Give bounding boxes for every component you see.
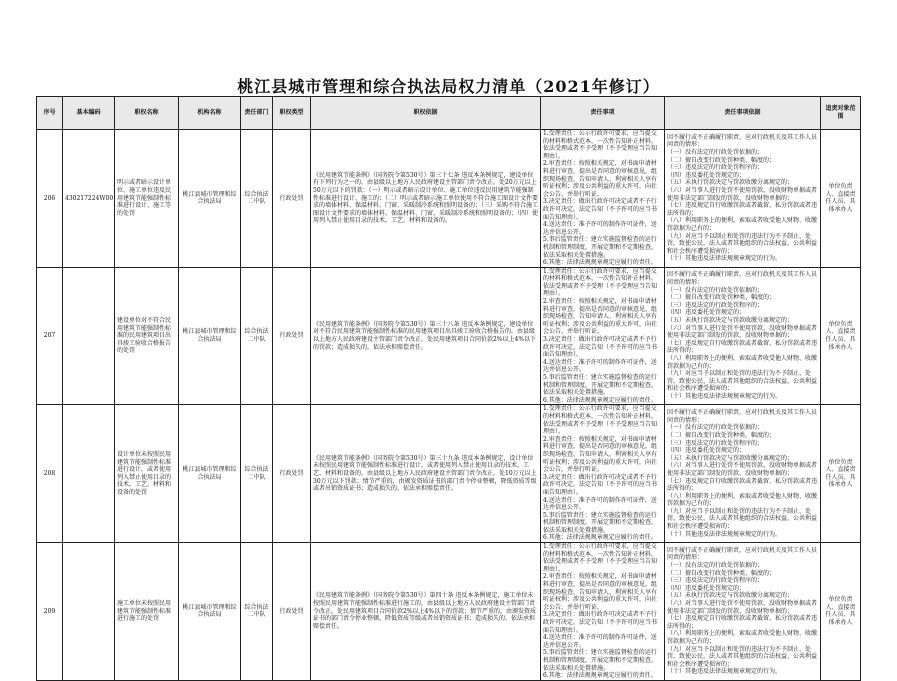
duty-item: 4.送达责任：准予许可的制作许可证件，送达并信息公开。 (543, 358, 657, 374)
cell-seq: 208 (37, 405, 63, 543)
duty-item: 1.受理责任：公示行政许可要求，应当提交的材料和格式范本，一次性告知补正材料，依法受理或者不予受理（不予受理应当告知理由）。 (543, 267, 658, 298)
cell-dept: 综合执法二中队 (241, 267, 273, 405)
cell-duty (541, 130, 665, 268)
power-list-table (36, 96, 861, 681)
duty-basis-item: （四）违反委托处罚规定的； (667, 584, 746, 592)
table-row (37, 267, 861, 405)
duty-basis-item: （十）其他违反法律法规规章规定的行为。 (667, 530, 782, 538)
cell-code: 430217224W00 (63, 130, 115, 268)
duty-item: 2.审查责任：按照相关规定，对书面申请材料进行审查，提出是否同意的审核意见，组织现场检查，告知申请人、利害相关人享有听证权利；涉及公共利益的重大许可，向社会公告，并举行听证。 (543, 160, 658, 198)
duty-basis-item: （八）利用职务上的便利，索取或者收受他人财物、收缴罚款据为己有的； (667, 217, 818, 232)
duty-basis-item: （五）未执行罚款决定与罚款收缴分离规定的； (667, 592, 794, 600)
duty-basis-item: （八）利用职务上的便利，索取或者收受他人财物、收缴罚款据为己有的； (667, 355, 818, 370)
cell-type: 行政处罚 (273, 405, 311, 543)
cell-duty-basis (665, 130, 821, 268)
cell-duty-basis (665, 405, 821, 543)
duty-basis-item: （十）其他违反法律法规规章规定的行为。 (667, 255, 782, 263)
cell-seq: 207 (37, 267, 63, 405)
duty-basis-item: （二）擅自改变行政处罚种类、幅度的； (667, 431, 776, 439)
cell-dept: 综合执法二中队 (241, 130, 273, 268)
duty-basis-item: （七）违反规定自行收缴罚款或者截留、私分罚款或者违法所得的； (667, 202, 818, 217)
cell-type: 行政处罚 (273, 267, 311, 405)
cell-code (63, 543, 115, 681)
duty-basis-item: （六）对当事人进行处罚不使用罚款、没收财物单据或者使用非法定部门制发的罚款、没收财物单据的； (667, 324, 818, 340)
cell-code (63, 405, 115, 543)
table-row (37, 543, 861, 681)
duty-basis-item: （一）没有法定的行政处罚依据的； (667, 286, 764, 294)
duty-basis-item: （九）对应当予以制止和处罚的违法行为不予制止、处罚，致使公民、法人或者其他组织的合法权益、公共利益和社会秩序遭受损害的； (667, 370, 818, 393)
cell-scope: 单位负责人、直接责任人员、具体承办人 (821, 267, 861, 405)
duty-item: 6.其他：法律法规规章规定应履行的责任。 (543, 396, 657, 404)
cell-scope: 单位负责人、直接责任人员、具体承办人 (821, 543, 861, 681)
duty-basis-item: （六）对当事人进行处罚不使用罚款、没收财物单据或者使用非法定部门制发的罚款、没收财物单据的； (667, 186, 818, 202)
header-seq: 序号 (37, 97, 63, 130)
duty-item: 5.事后监管责任：建立实施监督检查的运行机制和管理制度，开展定期和不定期检查，依法采取相关处置措施。 (543, 649, 658, 672)
table-row (37, 130, 861, 268)
duty-item: 1.受理责任：公示行政许可要求，应当提交的材料和格式范本，一次性告知补正材料，依法受理或者不予受理（不予受理应当告知理由）。 (543, 405, 658, 436)
duty-item: 5.事后监管责任：建立实施监督检查的运行机制和管理制度，开展定期和不定期检查，依法采取相关处置措施。 (543, 374, 658, 397)
table-row (37, 405, 861, 543)
duty-basis-item: （十）其他违反法律法规规章规定的行为。 (667, 668, 782, 676)
cell-dept: 综合执法二中队 (241, 405, 273, 543)
duty-basis-item: （九）对应当予以制止和处罚的违法行为不予制止、处罚，致使公民、法人或者其他组织的合法权益、公共利益和社会秩序遭受损害的； (667, 507, 818, 531)
duty-basis-item: （八）利用职务上的便利，索取或者收受他人财物、收缴罚款据为己有的； (667, 492, 818, 508)
duty-item: 5.事后监管责任：建立实施监督检查的运行机制和管理制度，开展定期和不定期检查，依法采取相关处置措施。 (543, 511, 658, 534)
duty-item: 1.受理责任：公示行政许可要求，应当提交的材料和格式范本，一次性告知补正材料，依法受理或者不予受理（不予受理应当告知理由）。 (543, 543, 658, 573)
duty-item: 4.送达责任：准予许可的制作许可证件，送达并信息公开。 (543, 221, 657, 236)
duty-item: 3.决定责任：做出行政许可决定或者不予行政许可决定，法定告知（不予许可的应当书面告知理由）。 (543, 473, 658, 496)
header-duty-basis: 责任事项依据 (665, 97, 821, 130)
duty-item: 4.送达责任：准予许可的制作许可证件，送达并信息公开。 (543, 496, 657, 512)
duty-basis-item: （二）擅自改变行政处罚种类、幅度的； (667, 294, 776, 302)
duty-basis-item: （七）违反规定自行收缴罚款或者截留、私分罚款或者违法所得的； (667, 615, 818, 630)
duty-basis-item: （五）未执行罚款决定与罚款收缴分离规定的； (667, 454, 794, 462)
duty-basis-item: （九）对应当予以制止和处罚的违法行为不予制止、处罚，致使公民、法人或者其他组织的合法权益、公共利益和社会秩序遭受损害的； (667, 232, 818, 255)
duty-basis-item: 因不履行或不正确履行职责，应对行政机关及其工作人员问责的情形： (667, 409, 818, 424)
cell-duty-basis (665, 267, 821, 405)
cell-name: 施工单位未按照民用建筑节能强制性标准进行施工的处罚 (115, 543, 179, 681)
duty-item: 2.审查责任：按照相关规定，对书面申请材料进行审查，提出是否同意的审核意见，组织现场检查，告知申请人、利害相关人享有听证权利；涉及公共利益的重大许可，向社会公告，并举行听证。 (543, 435, 658, 474)
header-row (37, 97, 861, 130)
duty-basis-item: （一）没有法定的行政处罚依据的； (667, 562, 764, 570)
duty-basis-item: （四）违反委托处罚规定的； (667, 309, 746, 317)
duty-basis-item: 因不履行或不正确履行职责，应对行政机关及其工作人员问责的情形： (667, 546, 818, 562)
duty-basis-item: （三）违反法定的行政处罚程序的； (667, 301, 764, 309)
duty-item: 5.事后监管责任：建立实施监督检查的运行机制和管理制度，开展定期和不定期检查，依法采取相关处置措施。 (543, 236, 658, 259)
cell-basis: 《民用建筑节能条例》（国务院令第530号）第三十八条 违反本条例规定，建设单位对不符合民用建筑节能强制性标准的民用建筑项目出具竣工验收合格报告的，由县级以上地方人民政府建设主管部门责令改正，处民用建筑项目合同价款2%以上4%以下的罚款；造成损失的，依法承担赔偿责任。 (311, 267, 541, 405)
duty-basis-item: （四）违反委托处罚规定的； (667, 447, 746, 455)
duty-basis-item: （六）对当事人进行处罚不使用罚款、没收财物单据或者使用非法定部门制发的罚款、没收财物单据的； (667, 600, 818, 615)
cell-org: 桃江县城市管理和综合执法局 (179, 130, 241, 268)
duty-basis-item: （一）没有法定的行政处罚依据的； (667, 424, 764, 432)
cell-type: 行政处罚 (273, 130, 311, 268)
cell-name: 明示或者暗示设计单位、施工单位违反民用建筑节能强制性标准进行设计、施工等的处罚 (115, 130, 179, 268)
duty-item: 2.审查责任：按照相关规定，对书面申请材料进行审查，提出是否同意的审核意见，组织现场检查，告知申请人、利害相关人享有听证权利；涉及公共利益的重大许可，向社会公告，并举行听证。 (543, 298, 658, 336)
duty-basis-item: （一）没有法定的行政处罚依据的； (667, 148, 764, 156)
cell-duty (541, 405, 665, 543)
duty-basis-item: （五）未执行罚款决定与罚款收缴分离规定的； (667, 179, 794, 187)
cell-name: 建设单位对不符合民用建筑节能强制性标准的民用建筑项目出具竣工验收合格报告的处罚 (115, 267, 179, 405)
header-type: 职权类型 (273, 97, 311, 130)
duty-basis-item: （二）擅自改变行政处罚种类、幅度的； (667, 156, 776, 164)
cell-seq: 206 (37, 130, 63, 268)
header-duty: 责任事项 (541, 97, 665, 130)
cell-scope: 单位负责人、直接责任人员、具体承办人 (821, 405, 861, 543)
duty-item: 3.决定责任：做出行政许可决定或者不予行政许可决定，法定告知（不予许可的应当书面告知理由）。 (543, 198, 658, 221)
duty-item: 3.决定责任：做出行政许可决定或者不予行政许可决定，法定告知（不予许可的应当书面告知理由）。 (543, 336, 658, 359)
page-title: 桃江县城市管理和综合执法局权力清单（2021年修订） (237, 77, 660, 96)
cell-name: 设计单位未按照民用建筑节能强制性标准进行设计，或者使用列入禁止使用目录的技术、工艺、材料和设备的处罚 (115, 405, 179, 543)
duty-item: 6.其他：法律法规规章规定应履行的责任。 (543, 534, 657, 542)
cell-basis: 《民用建筑节能条例》（国务院令第530号）第三十七条 违反本条例规定，建设单位有下列行为之一的，由县级以上地方人民政府建设主管部门责令改正，处20万元以上50万元以下的罚款：（一）明示或者暗示设计单位、施工单位违反民用建筑节能强制性标准进行设计、施工的；（二）明示或者暗示施工单位使用不符合施工图设计文件要求的墙体材料、保温材料、门窗、采暖制冷系统和照明设备的；（三）采购不符合施工图设计文件要求的墙体材料、保温材料、门窗、采暖制冷系统和照明设备的；（四）使用列入禁止使用目录的技术、工艺、材料和设备的。 (311, 130, 541, 268)
duty-basis-item: （二）擅自改变行政处罚种类、幅度的； (667, 569, 776, 577)
duty-basis-item: （三）违反法定的行政处罚程序的； (667, 439, 764, 447)
duty-basis-item: （三）违反法定的行政处罚程序的； (667, 164, 764, 172)
header-org: 机构名称 (179, 97, 241, 130)
duty-basis-item: 因不履行或不正确履行职责，应对行政机关及其工作人员问责的情形： (667, 271, 818, 287)
duty-basis-item: （十）其他违反法律法规规章规定的行为。 (667, 392, 782, 400)
header-scope: 追责对象范围 (821, 97, 861, 130)
cell-scope: 单位负责人、直接责任人员、具体承办人 (821, 130, 861, 268)
duty-item: 2.审查责任：按照相关规定，对书面申请材料进行审查，提出是否同意的审核意见，组织现场检查，告知申请人、利害相关人享有听证权利；涉及公共利益的重大许可，向社会公告，并举行听证。 (543, 573, 658, 611)
cell-code (63, 267, 115, 405)
duty-basis-item: （八）利用职务上的便利，索取或者收受他人财物、收缴罚款据为己有的； (667, 630, 818, 645)
duty-basis-item: （三）违反法定的行政处罚程序的； (667, 577, 764, 585)
cell-type: 行政处罚 (273, 543, 311, 681)
duty-basis-item: （六）对当事人进行处罚不使用罚款、没收财物单据或者使用非法定部门制发的罚款、没收财物单据的； (667, 462, 818, 477)
cell-duty (541, 543, 665, 681)
duty-item: 4.送达责任：准予许可的制作许可证件，送达并信息公开。 (543, 634, 657, 649)
cell-org: 桃江县城市管理和综合执法局 (179, 543, 241, 681)
cell-dept: 综合执法二中队 (241, 543, 273, 681)
duty-basis-item: （七）违反规定自行收缴罚款或者截留、私分罚款或者违法所得的； (667, 339, 818, 355)
duty-basis-item: （五）未执行罚款决定与罚款收缴分离规定的； (667, 317, 794, 325)
duty-basis-item: 因不履行或不正确履行职责，应对行政机关及其工作人员问责的情形： (667, 133, 818, 149)
header-basis: 职权依据 (311, 97, 541, 130)
cell-basis: 《民用建筑节能条例》（国务院令第530号）第三十九条 违反本条例规定，设计单位未按照民用建筑节能强制性标准进行设计，或者使用列入禁止使用目录的技术、工艺、材料和设备的，由县级以上地方人民政府建设主管部门责令改正，处10万元以上30万元以下罚款；情节严重的，由颁发资质证书的部门责令停业整顿，降低资质等级或者吊销资质证书；造成损失的，依法承担赔偿责任。 (311, 405, 541, 543)
duty-basis-item: （四）违反委托处罚规定的； (667, 171, 746, 179)
cell-duty-basis (665, 543, 821, 681)
duty-item: 1.受理责任：公示行政许可要求，应当提交的材料和格式范本，一次性告知补正材料，依法受理或者不予受理（不予受理应当告知理由）。 (543, 130, 658, 160)
duty-item: 3.决定责任：做出行政许可决定或者不予行政许可决定，法定告知（不予许可的应当书面告知理由）。 (543, 611, 658, 634)
cell-org: 桃江县城市管理和综合执法局 (179, 267, 241, 405)
cell-org: 桃江县城市管理和综合执法局 (179, 405, 241, 543)
cell-seq: 209 (37, 543, 63, 681)
duty-item: 6.其他：法律法规规章规定应履行的责任。 (543, 259, 657, 267)
header-dept: 责任部门 (241, 97, 273, 130)
duty-basis-item: （九）对应当予以制止和处罚的违法行为不予制止、处罚，致使公民、法人或者其他组织的合法权益、公共利益和社会秩序遭受损害的； (667, 645, 818, 668)
cell-basis: 《民用建筑节能条例》（国务院令第530号）第四十条 违反本条例规定，施工单位未按照民用建筑节能强制性标准进行施工的，由县级以上地方人民政府建设主管部门责令改正，处民用建筑项目合同价款2%以上4%以下的罚款；情节严重的，由颁发资质证书的部门责令停业整顿，降低资质等级或者吊销资质证书；造成损失的，依法承担赔偿责任。 (311, 543, 541, 681)
cell-duty (541, 267, 665, 405)
duty-basis-item: （七）违反规定自行收缴罚款或者截留、私分罚款或者违法所得的； (667, 477, 818, 493)
header-name: 职权名称 (115, 97, 179, 130)
duty-item: 6.其他：法律法规规章规定应履行的责任。 (543, 672, 657, 680)
header-code: 基本编码 (63, 97, 115, 130)
